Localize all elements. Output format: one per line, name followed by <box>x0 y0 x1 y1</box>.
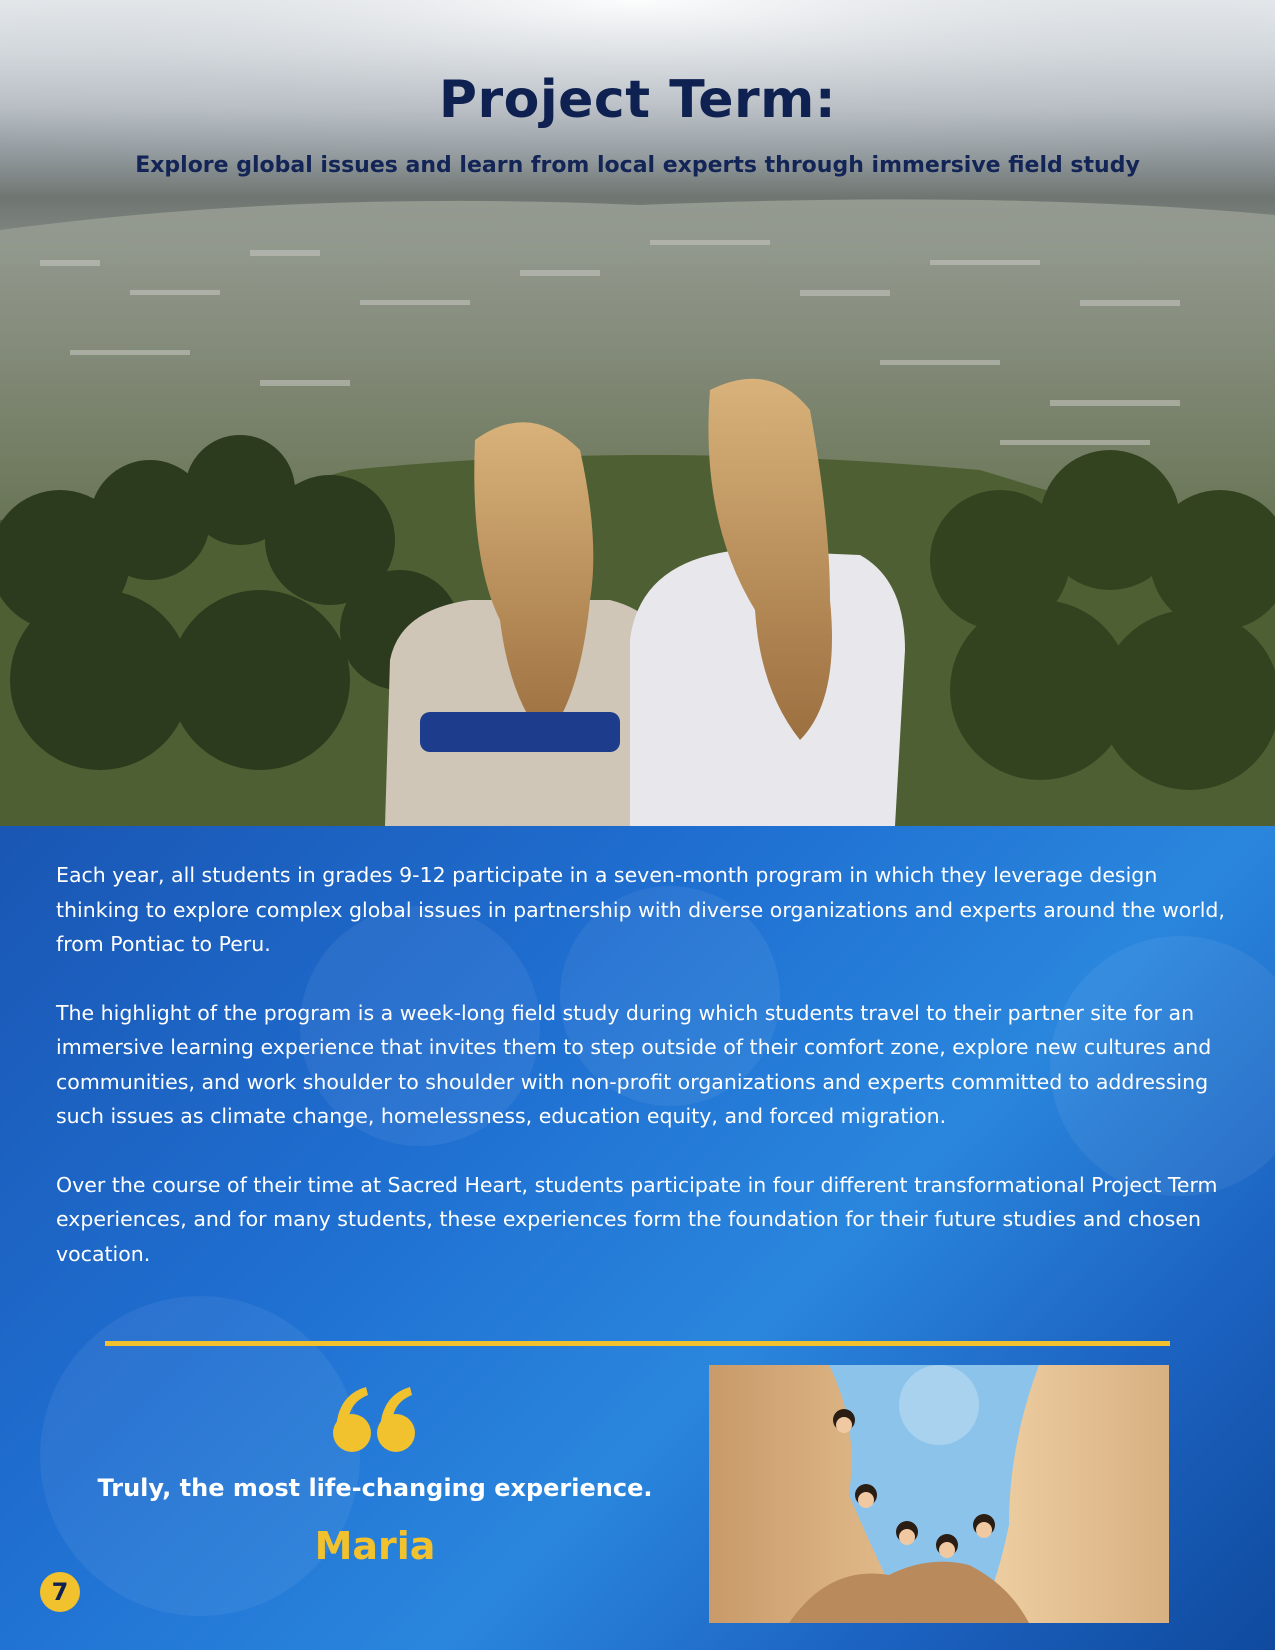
paragraph: The highlight of the program is a week-long field study during which students travel to their partner site for an immersive learning experience that invites them to step outside of their comfort zone, explore new cultures and communities, and work shoulder to shoulder with non-profit organizations and experts committed to addressing such issues as climate change, homelessness, education equity, and forced migration. <box>56 1000 1212 1128</box>
paragraph: Over the course of their time at Sacred Heart, students participate in four different transformational Project Term experiences, and for many students, these experiences form the foundation for their future studies and chosen vocation. <box>56 1172 1218 1266</box>
testimonial-author: Maria <box>314 1524 436 1568</box>
page-title: Project Term: <box>438 70 837 130</box>
body-text <box>56 858 1226 1305</box>
divider <box>105 1341 1170 1346</box>
page-subtitle: Explore global issues and learn from local experts through immersive field study <box>135 153 1140 178</box>
page-number: 7 <box>40 1572 80 1612</box>
testimonial-quote: Truly, the most life-changing experience. <box>97 1474 653 1502</box>
testimonial-photo <box>709 1365 1169 1623</box>
paragraph: Each year, all students in grades 9-12 participate in a seven-month program in which they leverage design thinking to explore complex global issues in partnership with diverse organizations and experts around the world, from Pontiac to Peru. <box>56 863 1225 956</box>
quote-mark-icon <box>330 1385 420 1455</box>
canyon-photo-illustration <box>709 1365 1169 1623</box>
